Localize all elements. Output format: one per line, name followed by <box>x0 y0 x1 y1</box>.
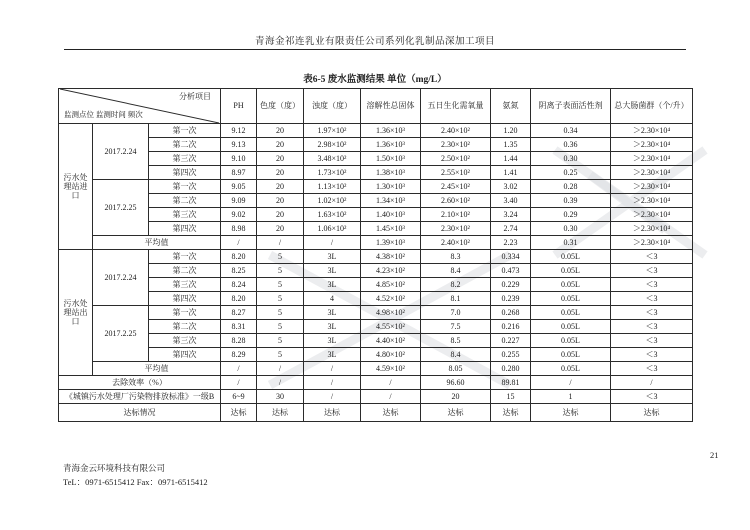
data-cell: 2.10×10² <box>421 208 491 222</box>
data-cell: 4 <box>304 292 361 306</box>
data-cell: 1.38×10³ <box>361 166 421 180</box>
header-rule <box>64 49 686 50</box>
data-cell: 3.02 <box>491 180 531 194</box>
freq-cell: 第二次 <box>149 264 221 278</box>
table-row <box>59 208 693 222</box>
data-cell: 0.473 <box>491 264 531 278</box>
data-cell: 1.36×10³ <box>361 138 421 152</box>
data-cell: 0.268 <box>491 306 531 320</box>
data-cell: 9.09 <box>221 194 257 208</box>
data-cell: 20 <box>257 208 304 222</box>
freq-cell: 第一次 <box>149 180 221 194</box>
data-cell: 0.25 <box>531 166 611 180</box>
data-cell: 4.85×10² <box>361 278 421 292</box>
data-cell: / <box>531 376 611 390</box>
data-cell: ＜3 <box>611 334 693 348</box>
table-row <box>59 334 693 348</box>
data-cell: 5 <box>257 278 304 292</box>
data-cell: 0.31 <box>531 236 611 250</box>
table-row <box>59 348 693 362</box>
data-cell: 5 <box>257 250 304 264</box>
data-cell: / <box>257 376 304 390</box>
data-cell: 0.05L <box>531 362 611 376</box>
table-row <box>59 180 693 194</box>
freq-cell: 第一次 <box>149 306 221 320</box>
date-cell: 2017.2.25 <box>93 306 149 362</box>
data-cell: 3L <box>304 264 361 278</box>
data-cell: ＞2.30×10⁴ <box>611 166 693 180</box>
data-cell: 3.48×10² <box>304 152 361 166</box>
data-cell: 1.35 <box>491 138 531 152</box>
data-cell: 0.229 <box>491 278 531 292</box>
data-cell: / <box>304 362 361 376</box>
page-number: 21 <box>710 450 719 460</box>
corner-cell <box>59 89 221 124</box>
data-cell: 达标 <box>491 404 531 422</box>
data-cell: 0.36 <box>531 138 611 152</box>
freq-cell: 第四次 <box>149 166 221 180</box>
col-header-ammonia: 氨氮 <box>491 89 531 124</box>
data-cell: 20 <box>257 152 304 166</box>
data-cell: 达标 <box>531 404 611 422</box>
data-cell: 0.29 <box>531 208 611 222</box>
data-cell: ＜3 <box>611 306 693 320</box>
col-header-turbidity: 浊度（度） <box>304 89 361 124</box>
data-cell: 8.4 <box>421 264 491 278</box>
data-cell: 4.38×10² <box>361 250 421 264</box>
data-cell: 5 <box>257 334 304 348</box>
data-cell: 3L <box>304 250 361 264</box>
corner-wrap <box>60 89 219 123</box>
data-cell: ＜3 <box>611 362 693 376</box>
data-cell: 8.20 <box>221 292 257 306</box>
col-header-surfactant: 阴离子表面活性剂 <box>531 89 611 124</box>
data-cell: 1.41 <box>491 166 531 180</box>
data-cell: 2.30×10² <box>421 138 491 152</box>
data-cell: 4.52×10² <box>361 292 421 306</box>
data-cell: 1.39×10³ <box>361 236 421 250</box>
data-cell: 8.31 <box>221 320 257 334</box>
avg-label-cell: 平均值 <box>93 362 221 376</box>
freq-cell: 第三次 <box>149 208 221 222</box>
data-cell: 20 <box>257 180 304 194</box>
data-cell: 1.63×10² <box>304 208 361 222</box>
data-cell: 2.40×10² <box>421 236 491 250</box>
data-cell: 2.55×10² <box>421 166 491 180</box>
data-cell: / <box>611 376 693 390</box>
table-row <box>59 306 693 320</box>
data-cell: / <box>257 362 304 376</box>
data-cell: ＜3 <box>611 390 693 404</box>
data-cell: 3L <box>304 306 361 320</box>
data-cell: 8.25 <box>221 264 257 278</box>
data-cell: / <box>304 236 361 250</box>
table-row <box>59 166 693 180</box>
table-row <box>59 320 693 334</box>
summary-label-cell: 去除效率（%） <box>59 376 221 390</box>
col-header-tds: 溶解性总固体 <box>361 89 421 124</box>
data-cell: 8.3 <box>421 250 491 264</box>
data-cell: 8.97 <box>221 166 257 180</box>
data-cell: 0.280 <box>491 362 531 376</box>
site-cell-outlet: 污水处理站出口 <box>59 250 93 376</box>
data-cell: 0.05L <box>531 320 611 334</box>
table-row <box>59 194 693 208</box>
data-cell: 20 <box>257 138 304 152</box>
data-cell: 3.40 <box>491 194 531 208</box>
data-cell: 5 <box>257 320 304 334</box>
data-cell: 5 <box>257 292 304 306</box>
data-cell: ＞2.30×10⁴ <box>611 138 693 152</box>
data-cell: 8.20 <box>221 250 257 264</box>
data-cell: 5 <box>257 306 304 320</box>
freq-cell: 第二次 <box>149 194 221 208</box>
data-cell: 0.05L <box>531 334 611 348</box>
data-cell: 达标 <box>361 404 421 422</box>
data-cell: 4.80×10² <box>361 348 421 362</box>
data-cell: 2.30×10² <box>421 222 491 236</box>
data-cell: 1.34×10³ <box>361 194 421 208</box>
data-cell: 0.28 <box>531 180 611 194</box>
data-cell: 20 <box>257 124 304 138</box>
data-cell: ＞2.30×10⁴ <box>611 236 693 250</box>
data-cell: / <box>221 362 257 376</box>
data-cell: 达标 <box>421 404 491 422</box>
data-cell: ＞2.30×10⁴ <box>611 208 693 222</box>
data-cell: 6~9 <box>221 390 257 404</box>
data-cell: 2.98×10² <box>304 138 361 152</box>
freq-cell: 第二次 <box>149 138 221 152</box>
data-cell: 0.334 <box>491 250 531 264</box>
data-cell: 2.50×10² <box>421 152 491 166</box>
date-cell: 2017.2.24 <box>93 250 149 306</box>
data-cell: 1 <box>531 390 611 404</box>
data-cell: ＞2.30×10⁴ <box>611 152 693 166</box>
data-cell: 3L <box>304 278 361 292</box>
table-header-row <box>59 89 693 124</box>
table-title: 表6-5 废水监测结果 单位（mg/L） <box>303 75 447 85</box>
summary-label-cell: 达标情况 <box>59 404 221 422</box>
freq-cell: 第二次 <box>149 320 221 334</box>
data-cell: 1.40×10³ <box>361 208 421 222</box>
freq-cell: 第三次 <box>149 334 221 348</box>
data-cell: 20 <box>257 222 304 236</box>
data-cell: 0.05L <box>531 348 611 362</box>
table-row <box>59 152 693 166</box>
table-row-standard <box>59 390 693 404</box>
site-cell-inlet: 污水处理站进口 <box>59 124 93 250</box>
data-cell: 0.227 <box>491 334 531 348</box>
data-cell: 2.23 <box>491 236 531 250</box>
data-cell: ＜3 <box>611 278 693 292</box>
data-cell: 20 <box>257 194 304 208</box>
data-cell: 0.05L <box>531 292 611 306</box>
table-row <box>59 292 693 306</box>
data-cell: 0.216 <box>491 320 531 334</box>
data-cell: 20 <box>421 390 491 404</box>
data-cell: ＞2.30×10⁴ <box>611 124 693 138</box>
col-header-ph: PH <box>221 89 257 124</box>
footer-company: 青海金云环境科技有限公司 <box>63 463 166 473</box>
data-cell: 1.36×10³ <box>361 124 421 138</box>
table-row-compliance <box>59 404 693 422</box>
table-row <box>59 138 693 152</box>
data-cell: / <box>221 376 257 390</box>
data-cell: 1.30×10³ <box>361 180 421 194</box>
data-cell: 2.74 <box>491 222 531 236</box>
data-cell: 3.24 <box>491 208 531 222</box>
freq-cell: 第四次 <box>149 348 221 362</box>
data-cell: 0.239 <box>491 292 531 306</box>
data-cell: 8.27 <box>221 306 257 320</box>
data-cell: / <box>304 390 361 404</box>
data-cell: 2.40×10² <box>421 124 491 138</box>
data-cell: 1.73×10² <box>304 166 361 180</box>
table-row <box>59 264 693 278</box>
data-cell: 1.13×10² <box>304 180 361 194</box>
data-cell: 8.98 <box>221 222 257 236</box>
data-cell: 1.06×10² <box>304 222 361 236</box>
data-cell: 0.30 <box>531 222 611 236</box>
data-cell: 1.02×10² <box>304 194 361 208</box>
data-cell: 8.5 <box>421 334 491 348</box>
date-cell: 2017.2.25 <box>93 180 149 236</box>
col-header-bod5: 五日生化需氧量 <box>421 89 491 124</box>
data-cell: / <box>361 376 421 390</box>
freq-cell: 第三次 <box>149 152 221 166</box>
data-cell: ＞2.30×10⁴ <box>611 194 693 208</box>
data-cell: 3L <box>304 348 361 362</box>
data-cell: 2.45×10² <box>421 180 491 194</box>
data-cell: 8.1 <box>421 292 491 306</box>
data-cell: 5 <box>257 348 304 362</box>
data-cell: ＞2.30×10⁴ <box>611 222 693 236</box>
data-cell: 8.28 <box>221 334 257 348</box>
data-cell: 8.29 <box>221 348 257 362</box>
data-cell: 9.02 <box>221 208 257 222</box>
data-cell: 20 <box>257 166 304 180</box>
data-cell: 4.40×10² <box>361 334 421 348</box>
document-header-title: 青海金祁连乳业有限责任公司系列化乳制品深加工项目 <box>254 37 495 47</box>
data-cell: 9.12 <box>221 124 257 138</box>
date-cell: 2017.2.24 <box>93 124 149 180</box>
data-cell: 0.30 <box>531 152 611 166</box>
data-cell: 0.05L <box>531 306 611 320</box>
data-cell: 9.10 <box>221 152 257 166</box>
data-cell: ＜3 <box>611 250 693 264</box>
table-row <box>59 222 693 236</box>
data-cell: 0.05L <box>531 264 611 278</box>
table-row <box>59 250 693 264</box>
freq-cell: 第一次 <box>149 124 221 138</box>
data-cell: 1.20 <box>491 124 531 138</box>
data-cell: / <box>361 390 421 404</box>
table-row-average <box>59 362 693 376</box>
footer-contact: TeL：0971-6515412 Fax：0971-6515412 <box>63 477 208 487</box>
data-cell: ＜3 <box>611 320 693 334</box>
data-cell: 达标 <box>304 404 361 422</box>
data-cell: 9.13 <box>221 138 257 152</box>
data-cell: 7.0 <box>421 306 491 320</box>
col-header-chroma: 色度（度） <box>257 89 304 124</box>
data-cell: 96.60 <box>421 376 491 390</box>
data-cell: 15 <box>491 390 531 404</box>
freq-cell: 第四次 <box>149 222 221 236</box>
col-header-coliform: 总大肠菌群（个/升） <box>611 89 693 124</box>
freq-cell: 第四次 <box>149 292 221 306</box>
data-cell: 4.59×10² <box>361 362 421 376</box>
data-cell: ＞2.30×10⁴ <box>611 180 693 194</box>
data-cell: 8.24 <box>221 278 257 292</box>
data-cell: 达标 <box>257 404 304 422</box>
avg-label-cell: 平均值 <box>93 236 221 250</box>
data-cell: 3L <box>304 320 361 334</box>
data-cell: 3L <box>304 334 361 348</box>
data-cell: 0.39 <box>531 194 611 208</box>
data-cell: 1.44 <box>491 152 531 166</box>
data-cell: 达标 <box>221 404 257 422</box>
data-cell: 0.34 <box>531 124 611 138</box>
data-cell: 0.05L <box>531 250 611 264</box>
data-cell: ＜3 <box>611 292 693 306</box>
data-cell: ＜3 <box>611 264 693 278</box>
data-cell: / <box>304 376 361 390</box>
data-cell: 1.97×10² <box>304 124 361 138</box>
data-cell: 8.2 <box>421 278 491 292</box>
data-cell: 1.45×10³ <box>361 222 421 236</box>
data-cell: 7.5 <box>421 320 491 334</box>
data-cell: 30 <box>257 390 304 404</box>
data-cell: 4.23×10² <box>361 264 421 278</box>
data-cell: / <box>221 236 257 250</box>
data-cell: 0.255 <box>491 348 531 362</box>
data-cell: 4.55×10² <box>361 320 421 334</box>
data-cell: 0.05L <box>531 278 611 292</box>
table-row <box>59 278 693 292</box>
freq-cell: 第一次 <box>149 250 221 264</box>
data-cell: 5 <box>257 264 304 278</box>
data-cell: 89.81 <box>491 376 531 390</box>
data-cell: 达标 <box>611 404 693 422</box>
data-cell: 1.50×10³ <box>361 152 421 166</box>
freq-cell: 第三次 <box>149 278 221 292</box>
corner-label-site: 监测点位 监测时间 频次 <box>64 110 143 120</box>
data-cell: 9.05 <box>221 180 257 194</box>
corner-label-analysis: 分析项目 <box>179 92 211 101</box>
data-cell: 8.4 <box>421 348 491 362</box>
results-table <box>58 88 693 422</box>
data-cell: / <box>257 236 304 250</box>
data-cell: 8.05 <box>421 362 491 376</box>
data-cell: 2.60×10² <box>421 194 491 208</box>
table-row-removal-efficiency <box>59 376 693 390</box>
data-cell: ＜3 <box>611 348 693 362</box>
data-cell: 4.98×10² <box>361 306 421 320</box>
table-row-average <box>59 236 693 250</box>
summary-label-cell: 《城镇污水处理厂污染物排放标准》一级B <box>59 390 221 404</box>
table-row <box>59 124 693 138</box>
